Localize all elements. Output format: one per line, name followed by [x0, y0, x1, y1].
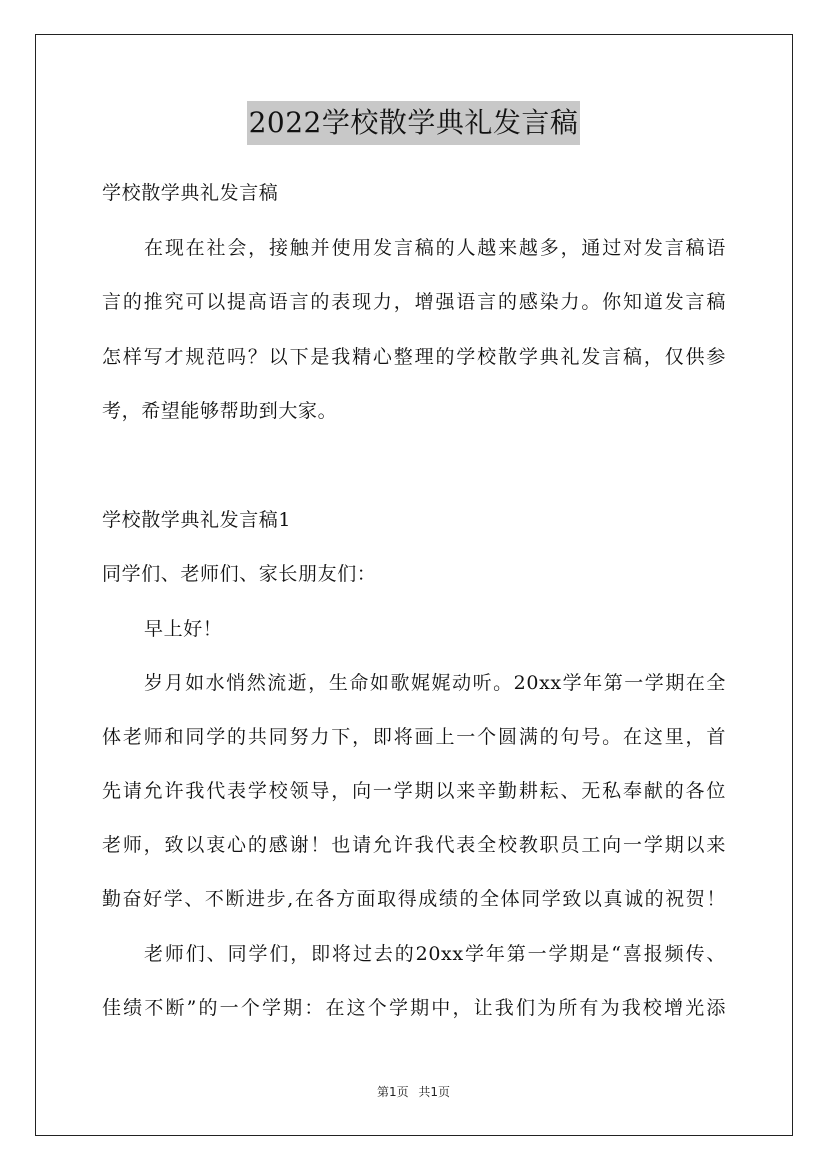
document-subtitle: 学校散学典礼发言稿 — [102, 182, 279, 204]
para2-line-1: 老师们、同学们，即将过去的20xx学年第一学期是“喜报频传、 — [144, 943, 726, 965]
intro-line-3: 怎样写才规范吗？以下是我精心整理的学校散学典礼发言稿，仅供参 — [102, 346, 726, 368]
para1-line-4: 老师，致以衷心的感谢！也请允许我代表全校教职员工向一学期以来 — [102, 834, 726, 856]
greeting: 早上好！ — [144, 618, 223, 640]
para1-line-1: 岁月如水悄然流逝，生命如歌娓娓动听。20xx学年第一学期在全 — [144, 672, 726, 694]
page-total: 共1页 — [418, 1085, 451, 1099]
para1-line-5: 勤奋好学、不断进步,在各方面取得成绩的全体同学致以真诚的祝贺！ — [102, 888, 726, 910]
intro-line-2: 言的推究可以提高语言的表现力，增强语言的感染力。你知道发言稿 — [102, 291, 726, 313]
intro-line-4: 考，希望能够帮助到大家。 — [102, 400, 338, 422]
para2-line-2: 佳绩不断”的一个学期：在这个学期中，让我们为所有为我校增光添 — [102, 997, 726, 1019]
page-number: 第1页 — [376, 1085, 409, 1099]
para1-line-2: 体老师和同学的共同努力下，即将画上一个圆满的句号。在这里，首 — [102, 726, 726, 748]
document-title-text: 2022学校散学典礼发言稿 — [247, 101, 581, 145]
document-title — [0, 101, 827, 145]
para1-line-3: 先请允许我代表学校领导，向一学期以来辛勤耕耘、无私奉献的各位 — [102, 780, 726, 802]
intro-line-1: 在现在社会，接触并使用发言稿的人越来越多，通过对发言稿语 — [144, 237, 726, 259]
section-heading: 学校散学典礼发言稿1 — [102, 509, 292, 531]
page-footer — [0, 1083, 827, 1100]
salutation: 同学们、老师们、家长朋友们： — [102, 563, 377, 585]
